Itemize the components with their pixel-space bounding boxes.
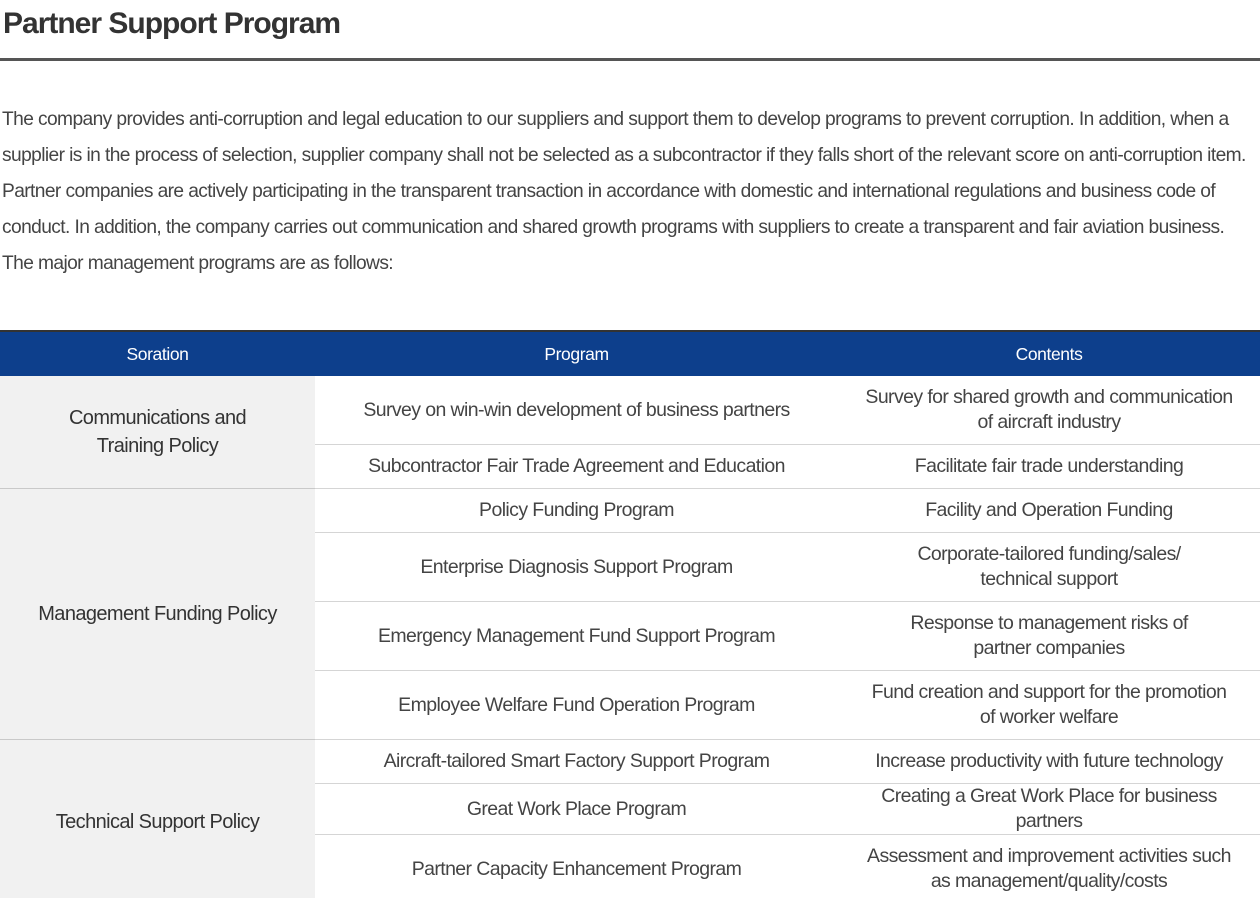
contents-cell xyxy=(838,376,1260,445)
contents-text: Increase productivity with future technology xyxy=(875,750,1223,772)
program-cell: Survey on win-win development of business partners xyxy=(315,376,838,445)
contents-cell xyxy=(838,671,1260,740)
contents-text: Survey for shared growth and communication xyxy=(865,386,1233,408)
soration-cell xyxy=(0,489,315,740)
contents-text: partner companies xyxy=(973,637,1125,659)
program-cell: Enterprise Diagnosis Support Program xyxy=(315,533,838,602)
contents-text: Fund creation and support for the promotion xyxy=(871,681,1227,703)
table-row xyxy=(0,376,1260,445)
title-divider xyxy=(0,58,1260,61)
program-cell: Partner Capacity Enhancement Program xyxy=(411,857,742,880)
contents-cell xyxy=(838,740,1260,784)
table-row xyxy=(0,489,1260,533)
contents-cell xyxy=(838,784,1260,835)
soration-label: Technical Support Policy xyxy=(55,810,260,833)
contents-cell xyxy=(838,445,1260,489)
program-cell: Employee Welfare Fund Operation Program xyxy=(315,671,838,740)
header-contents: Contents xyxy=(838,331,1260,376)
contents-text: as management/quality/costs xyxy=(930,870,1168,892)
contents-text: of worker welfare xyxy=(979,706,1119,728)
program-cell: Great Work Place Program xyxy=(315,784,838,835)
program-cell: Subcontractor Fair Trade Agreement and Education xyxy=(315,445,838,489)
contents-cell xyxy=(838,489,1260,533)
contents-cell xyxy=(838,533,1260,602)
soration-cell xyxy=(0,376,315,489)
contents-text: Facilitate fair trade understanding xyxy=(914,455,1184,477)
soration-label: Training Policy xyxy=(96,435,219,457)
contents-text: Corporate-tailored funding/sales/ xyxy=(917,543,1181,565)
table-row xyxy=(0,740,1260,784)
intro-paragraph: The company provides anti-corruption and legal education to our suppliers and support them to develop programs to prevent corruption. In addition, when a supplier is in the process of selection, supplier company shall not be selected as a subcontractor if they falls short of the relevant score on anti-corruption item. Partner companies are actively participating in the transparent transaction in accordance with domestic and international regulations and business code of conduct. In addition, the company carries out communication and shared growth programs with suppliers to create a transparent and fair aviation business. The major management programs are as follows: xyxy=(2,109,1246,274)
contents-text: Facility and Operation Funding xyxy=(925,499,1173,521)
table-header xyxy=(0,331,1260,376)
header-program: Program xyxy=(315,331,838,376)
header-soration: Soration xyxy=(0,331,315,376)
contents-cell xyxy=(838,835,1260,898)
contents-text: Assessment and improvement activities such xyxy=(867,845,1231,867)
contents-text: Creating a Great Work Place for business partners xyxy=(881,785,1217,832)
soration-label: Communications and xyxy=(68,407,247,429)
program-cell: Aircraft-tailored Smart Factory Support Program xyxy=(315,740,838,784)
program-cell: Policy Funding Program xyxy=(315,489,838,533)
contents-text: technical support xyxy=(980,568,1118,590)
contents-cell xyxy=(838,602,1260,671)
contents-text: of aircraft industry xyxy=(977,411,1121,433)
program-table xyxy=(0,330,1260,898)
soration-label: Management Funding Policy xyxy=(38,603,277,625)
page-title: Partner Support Program xyxy=(3,7,341,40)
contents-text: Response to management risks of xyxy=(910,612,1188,634)
program-cell: Emergency Management Fund Support Program xyxy=(315,602,838,671)
soration-cell xyxy=(0,740,315,898)
